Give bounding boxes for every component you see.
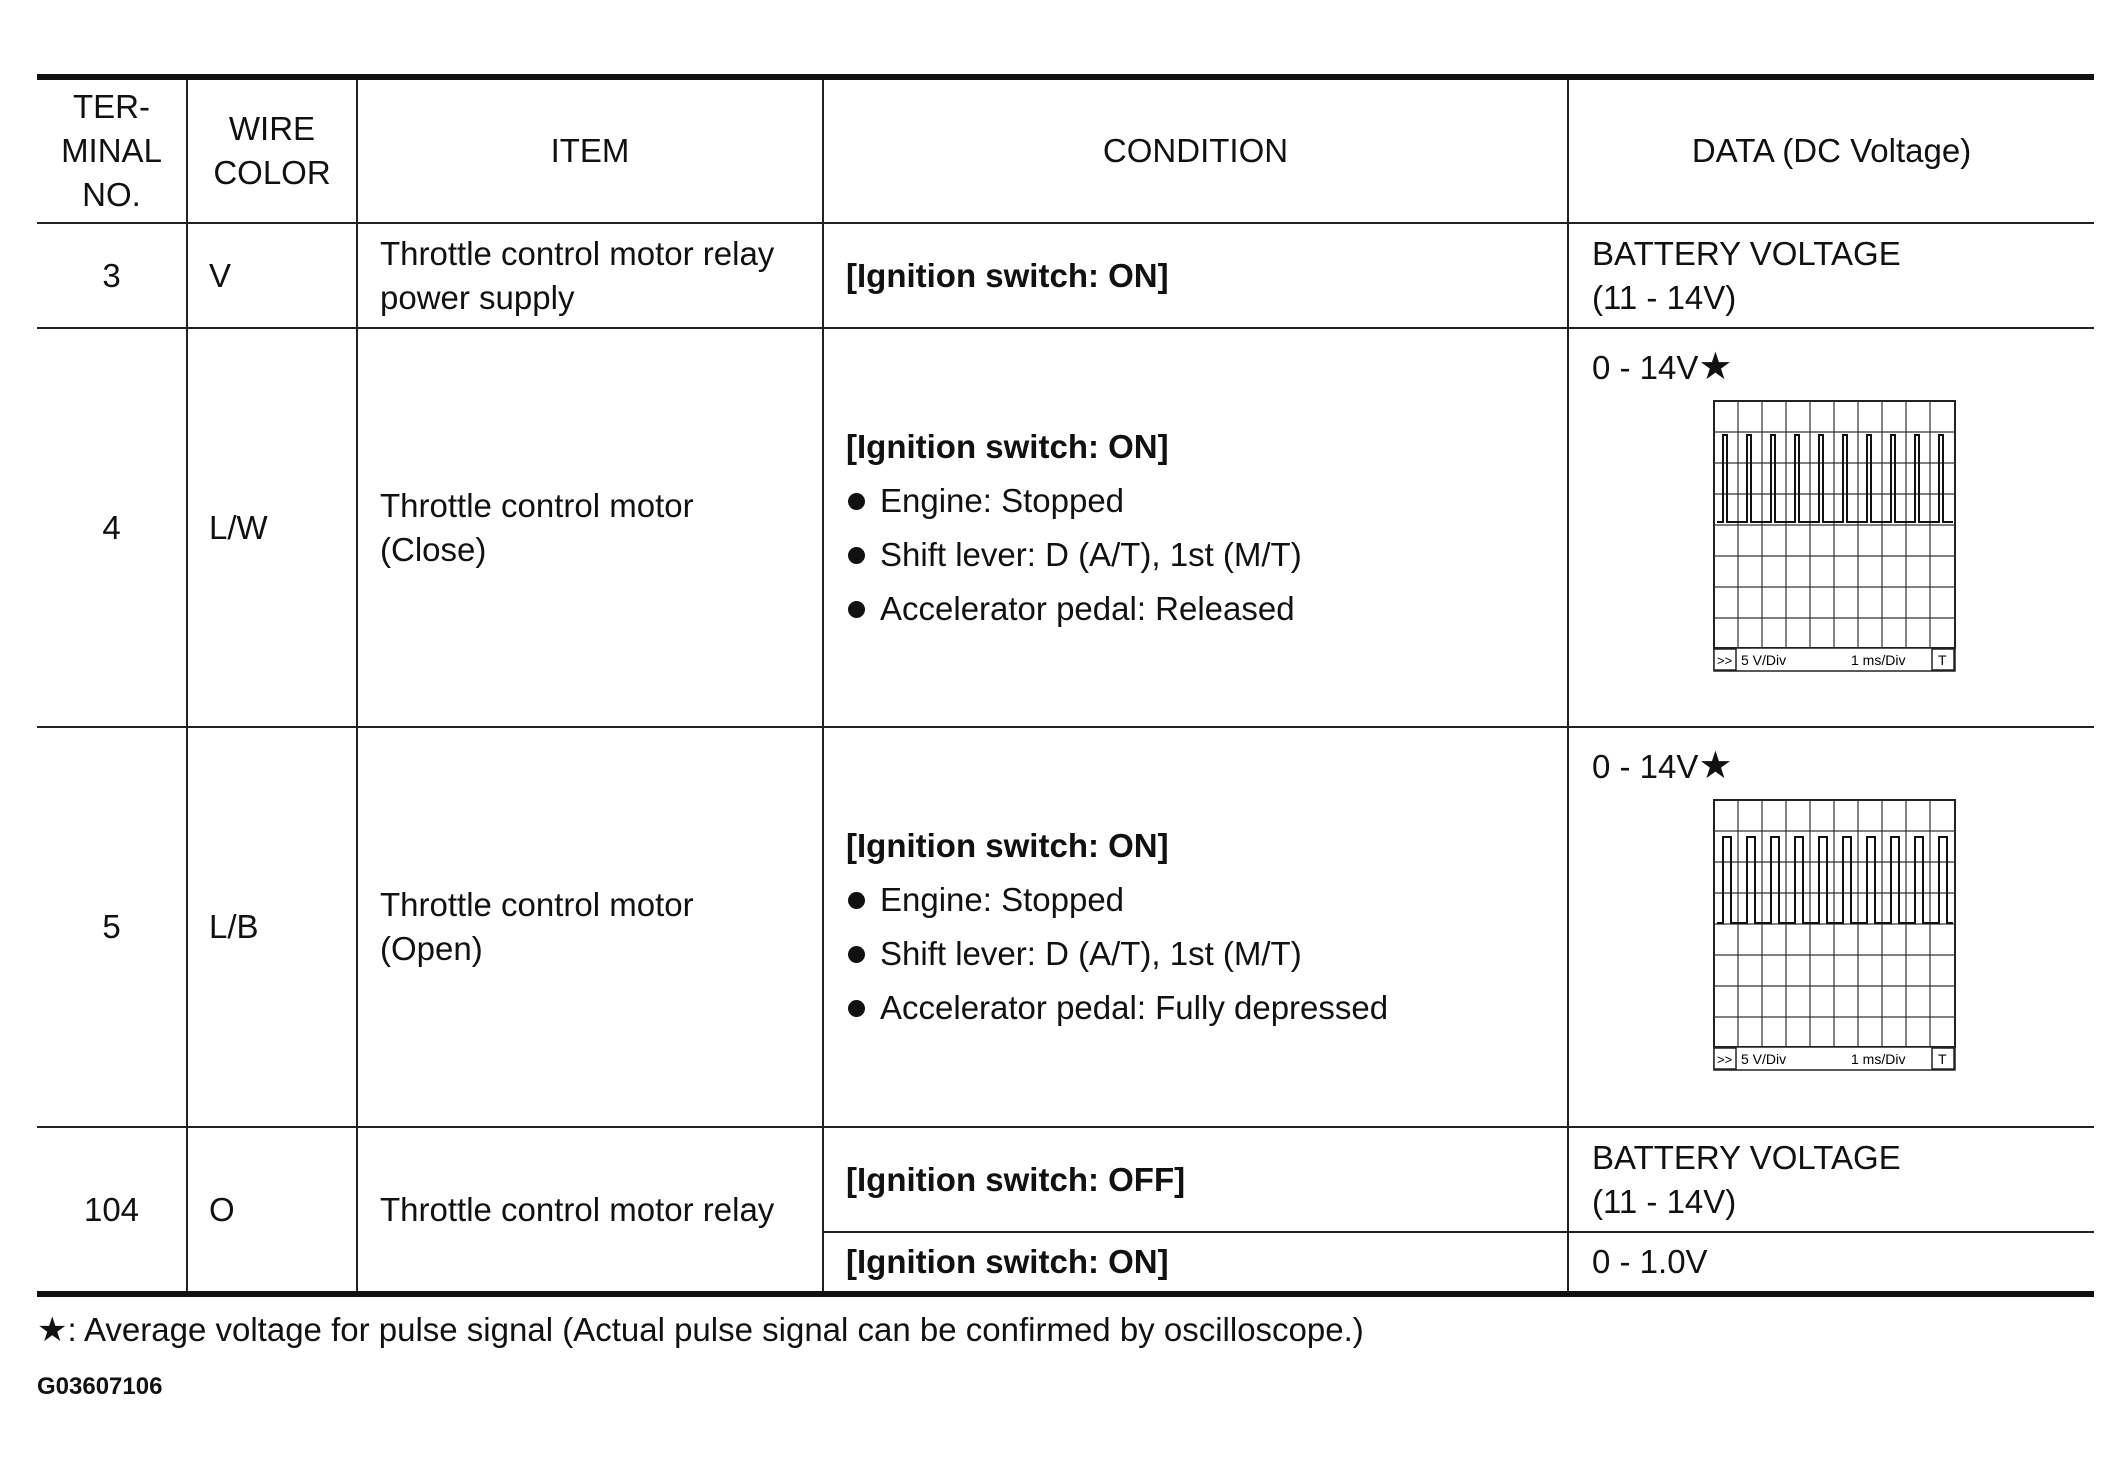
item-line: Throttle control motor	[380, 486, 694, 524]
bullet-icon	[848, 946, 865, 963]
condition-cell	[823, 1127, 1568, 1232]
table-row	[37, 727, 2094, 1127]
bullet-icon	[848, 601, 865, 618]
scope-trigger-icon: T	[1938, 652, 1947, 668]
item-line: (Open)	[380, 930, 483, 967]
condition-head: [Ignition switch: ON]	[846, 1243, 1169, 1280]
condition-cell	[823, 328, 1568, 727]
data-cell	[1568, 1127, 2094, 1232]
bullet-icon	[848, 547, 865, 564]
header-wire-color: WIRE COLOR	[187, 77, 357, 223]
list-item: Engine: Stopped	[846, 873, 1567, 927]
scope-forward-icon: >>	[1717, 653, 1733, 668]
terminal-data-table	[37, 74, 2094, 1297]
item-cell	[357, 328, 823, 727]
table-row	[37, 1127, 2094, 1232]
list-item: Engine: Stopped	[846, 474, 1567, 528]
figure-id: G03607106	[37, 1373, 163, 1400]
data-line: BATTERY VOLTAGE	[1592, 234, 1901, 272]
condition-list	[846, 873, 1567, 1035]
data-line: BATTERY VOLTAGE	[1592, 1138, 1901, 1176]
item-cell	[357, 727, 823, 1127]
item-line: Throttle control motor	[380, 886, 694, 923]
scope-volts-per-div: 5 V/Div	[1741, 1051, 1787, 1067]
data-cell	[1568, 223, 2094, 328]
bullet-icon	[848, 1000, 865, 1017]
table-row	[37, 223, 2094, 328]
list-item: Shift lever: D (A/T), 1st (M/T)	[846, 528, 1567, 582]
wire-color: L/W	[187, 328, 357, 727]
condition-head: [Ignition switch: ON]	[846, 827, 1169, 864]
terminal-no: 104	[37, 1127, 187, 1294]
header-row	[37, 77, 2094, 223]
data-cell	[1568, 328, 2094, 727]
oscilloscope-svg	[1713, 400, 1956, 672]
voltage-label: 0 - 14V★	[1592, 745, 1733, 787]
oscilloscope-svg	[1713, 799, 1956, 1071]
footnote-text: : Average voltage for pulse signal (Actual pulse signal can be confirmed by oscilloscope.)	[67, 1311, 1364, 1348]
scope-trigger-icon: T	[1938, 1051, 1947, 1067]
item-line: (Close)	[380, 530, 487, 568]
scope-time-per-div: 1 ms/Div	[1851, 1051, 1906, 1067]
table-row	[37, 328, 2094, 727]
scope-time-per-div: 1 ms/Div	[1851, 652, 1906, 668]
scope-forward-icon: >>	[1717, 1052, 1733, 1067]
header-data: DATA (DC Voltage)	[1568, 77, 2094, 223]
item-cell: Throttle control motor relay	[357, 1127, 823, 1294]
star-icon: ★	[1698, 745, 1733, 787]
header-terminal-no: TER- MINAL NO.	[37, 77, 187, 223]
wire-color: L/B	[187, 727, 357, 1127]
oscilloscope-waveform	[1713, 799, 1956, 1071]
star-icon: ★	[37, 1311, 68, 1349]
condition-cell	[823, 727, 1568, 1127]
header-condition: CONDITION	[823, 77, 1568, 223]
item-line: Throttle control motor relay	[380, 234, 775, 272]
bullet-icon	[848, 892, 865, 909]
oscilloscope-waveform	[1713, 400, 1956, 672]
bullet-icon	[848, 493, 865, 510]
data-cell	[1568, 727, 2094, 1127]
data-line: (11 - 14V)	[1592, 278, 1737, 316]
wire-color: O	[187, 1127, 357, 1294]
list-item: Accelerator pedal: Released	[846, 582, 1567, 636]
condition-cell	[823, 1232, 1568, 1294]
voltage-label: 0 - 14V★	[1592, 346, 1733, 388]
condition-list	[846, 474, 1567, 636]
list-item: Accelerator pedal: Fully depressed	[846, 981, 1567, 1035]
condition-head: [Ignition switch: ON]	[846, 256, 1169, 294]
condition-head: [Ignition switch: OFF]	[846, 1160, 1186, 1198]
scope-volts-per-div: 5 V/Div	[1741, 652, 1787, 668]
header-item: ITEM	[357, 77, 823, 223]
terminal-no: 5	[37, 727, 187, 1127]
condition-head: [Ignition switch: ON]	[846, 427, 1169, 465]
terminal-no: 3	[37, 223, 187, 328]
list-item: Shift lever: D (A/T), 1st (M/T)	[846, 927, 1567, 981]
item-line: power supply	[380, 278, 575, 316]
data-line: (11 - 14V)	[1592, 1182, 1737, 1220]
star-icon: ★	[1698, 346, 1733, 388]
data-cell: 0 - 1.0V	[1568, 1232, 2094, 1294]
terminal-no: 4	[37, 328, 187, 727]
wire-color: V	[187, 223, 357, 328]
condition-cell	[823, 223, 1568, 328]
item-cell	[357, 223, 823, 328]
footnote	[37, 1308, 1364, 1352]
